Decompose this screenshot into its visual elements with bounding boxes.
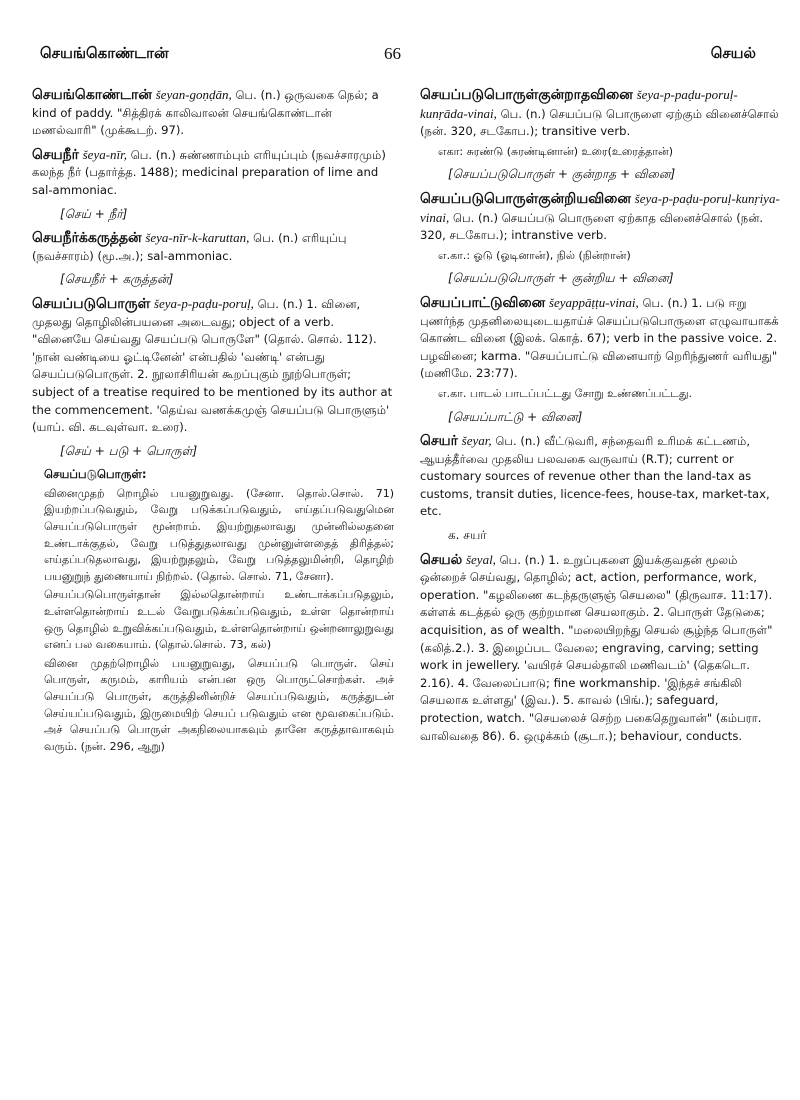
- transliteration: šeya-nīr-k-karuttan,: [145, 230, 250, 246]
- transliteration: šeya-p-paḍu-poruḷ-kunṛiya-vinai,: [420, 190, 780, 225]
- etymology: க. சயர்: [448, 528, 487, 543]
- etymology: [செயப்படுபொருள் + குன்றிய + வினை]: [448, 271, 674, 286]
- dictionary-entry: [32, 146, 394, 223]
- entry-definition: பெ. (n.) சுண்ணாம்பும் எரியுப்பும் (நவச்சாரமும்) கலந்த நீர் (பதார்த்த. 1488); medicinal preparation of lime and sal-ammoniac.: [32, 147, 386, 197]
- transliteration: šeya-p-paḍu-poruḷ-kunṛāda-vinai,: [420, 87, 738, 121]
- headword: செயநீர்: [32, 146, 79, 163]
- page-number: 66: [384, 44, 401, 63]
- etymology: [செய் + நீர்]: [60, 206, 128, 221]
- example: எ.கா. பாடல் பாடப்பட்டது சோறு உண்ணப்பட்டது.: [438, 386, 693, 400]
- transliteration: šeyan-goṇḍān,: [155, 87, 232, 102]
- etymology: [செயப்பாட்டு + வினை]: [448, 409, 583, 424]
- dictionary-entry: [32, 229, 394, 289]
- entry-definition: பெ. (n.) 1. படு ஈறு புணர்ந்த முதனிலையுடையதாய்ச் செயப்படுபொருளை எழுவாயாகக் கொண்ட வினை (இலக். கொத். 67); verb in the passive voice. 2. பழவினை; karma. "செயப்பாட்டு வினையாற் றெரிந்துணர் வரியது" (மணிமே. 23:77).: [420, 295, 779, 381]
- transliteration: šeya-p-paḍu-poruḷ,: [153, 295, 254, 311]
- entry-definition: பெ. (n.) 1. வினை, முதலது தொழிலின்பயனை அடைவது; object of a verb. "வினையே செய்வது செயப்படு பொருளே" (தொல். சொல். 112). 'நான் வண்டியை ஓட்டினேன்' என்பதில் 'வண்டி' என்பது செயப்படுபொருள். 2. நூலாசிரியன் கூறப்புகும் நூற்பொருள்; subject of a treatise required to be mentioned by its author at the commencement. 'தெய்வ வணக்கமுஞ் செயப்படு பொருளும்' (யாப். வி. கடவுள்வா. உரை).: [32, 296, 393, 435]
- subsection-paragraph: வினைமுதற் றொழில் பயனுறுவது. (சேனா. தொல்.சொல். 71) இயற்றப்படுவதும், வேறு படுக்கப்படுவதும், எய்தப்படுவதுமென செயப்படுபொருள் மூன்றாம். இயற்றுதலாவது முன்னில்லதனை உண்டாக்குதல், வேறு படுத்துதலாவது முன்னுள்ளதைத் திரித்தல்; எய்தப்படுதலாவது, இயற்றுதலும், வேறு படுத்தலுமின்றி, தொழிற் பயனுறுந் துணையாய் நிற்றல். (தொல். சொல். 71, சேனா).: [44, 486, 394, 583]
- entry-definition: பெ. (n.) 1. உறுப்புகளை இயக்குவதன் மூலம் ஒன்றைச் செய்வது, தொழில்; act, action, performance, work, operation. "கழலிணை கடந்தருளுஞ் செயலை" (திருவாச. 11:17). கள்ளக் கடத்தல் ஒரு குற்றமான செயலாகும். 2. பொருள் தேடுகை; acquisition, as of wealth. "மலையிறந்து செயல் சூழ்ந்த பொருள்" (கலித்.2.). 3. இழைப்பட வேலை; engraving, carving; setting work in jewellery. 'வயிரச் செயல்தாலி மணிவடம்' (தெகடொ. 2.16). 4. வேலைப்பாடு; fine workmanship. 'இந்தச் சங்கிலி செயலாக உள்ளது' (இவ.). 5. காவல் (பிங்.); safeguard, protection, watch. "செயலைச் செற்ற பகைதெறுவான்" (கம்பரா. வாலிவதை 86). 6. ஒழுக்கம் (சூடா.); behaviour, conducts.: [420, 552, 773, 743]
- entry-definition: பெ. (n.) செயப்படு பொருளை ஏற்காத வினைச்சொல் (நன். 320, சடகோப.); intranstive verb.: [420, 210, 764, 243]
- left-column: [32, 86, 394, 761]
- dictionary-entry: [420, 86, 780, 184]
- header-left-guideword: செயங்கொண்டான்: [40, 44, 169, 62]
- headword: செயர்: [420, 433, 458, 450]
- dictionary-entry: [420, 190, 780, 288]
- transliteration: šeyar,: [461, 433, 492, 449]
- page-header: [0, 44, 800, 66]
- entry-definition: பெ. (n.) செயப்படு பொருளை ஏற்கும் வினைச்சொல் (நன். 320, சடகோப.); transitive verb.: [420, 106, 779, 139]
- headword: செயப்பாட்டுவினை: [420, 294, 546, 311]
- subsection-paragraph: செயப்படுபொருள்தான் இல்லதொன்றாய் உண்டாக்கப்படுதலும், உள்ளதொன்றாய் உடல் வேறுபடுக்கப்படுவதும், உள்ள தொன்றாய் ஒரு தொழில் உறுவிக்கப்படுவதும், உள்ளதொன்றாய் ஒன்றனாலுறுவது எனப் பல வகையாம். (தொல்.சொல். 73, கல்): [44, 588, 394, 652]
- entry-definition: பெ. (n.) ஒருவகை நெல்; a kind of paddy. "சித்திரக் காலிவாலன் செயங்கொண்டான் மணல்வாரி" (முக்கூடற். 97).: [32, 88, 379, 138]
- dictionary-entry: [420, 551, 780, 746]
- dictionary-entry: [420, 432, 780, 545]
- etymology: [செய் + படு + பொருள்]: [60, 443, 198, 458]
- headword: செயநீர்க்கருத்தன்: [32, 230, 142, 247]
- headword: செயங்கொண்டான்: [32, 87, 152, 103]
- etymology: [செயநீர் + கருத்தன்]: [60, 272, 174, 287]
- transliteration: šeyal,: [465, 551, 496, 567]
- right-column: [420, 86, 780, 751]
- transliteration: šeyappāṭṭu-vinai,: [548, 294, 639, 310]
- etymology: [செயப்படுபொருள் + குன்றாத + வினை]: [448, 167, 676, 182]
- subsection-title: செயப்படுபொருள்:: [44, 467, 147, 482]
- headword: செயல்: [420, 551, 463, 568]
- entry-definition: பெ. (n.) வீட்டுவரி, சந்தைவரி உரிமக் கட்டணம், ஆயத்தீர்வை முதலிய பலவகை வருவாய் (R.T); current or customary sources of revenue other than the land-tax as customs, transit duties, licence-fees, house-tax, market-tax, etc.: [420, 434, 770, 519]
- dictionary-entry: [32, 295, 394, 755]
- transliteration: šeya-nīr,: [82, 146, 128, 162]
- dictionary-entry: [420, 294, 780, 426]
- header-right-guideword: செயல்: [710, 44, 756, 62]
- example: எகா: சுரண்டு (சுரண்டினான்) உரை(உரைத்தான்): [438, 144, 673, 158]
- dictionary-entry: [32, 86, 394, 140]
- headword: செயப்படுபொருள்குன்றாதவினை: [420, 87, 633, 103]
- subsection-paragraph: வினை முதற்றொழில் பயனுறுவது, செயப்படு பொருள். செய் பொருள், கருமம், காரியம் என்பன ஒரு பொருட்சொற்கள். அச் செயப்படு பொருள், கருத்தினின்றிச் செயப்படுவதும், கருத்துடன் செய்யப்படுவதும், இருமையிற் செயப் படுவதும் என மூவகைப்படும். அச் செயப்படு பொருள் அகநிலையாகவும் தானே கருத்தாவாகவும் வரும். (நன். 296, ஆறு): [44, 656, 394, 753]
- headword: செயப்படுபொருள்குன்றியவினை: [420, 190, 631, 207]
- headword: செயப்படுபொருள்: [32, 295, 151, 312]
- example: எ.கா.: ஓடு (ஓடினான்), நில் (நின்றான்): [438, 248, 631, 262]
- entry-definition: பெ. (n.) எரியுப்பு (நவச்சாரம்) (மூ.அ.); sal-ammoniac.: [32, 231, 347, 263]
